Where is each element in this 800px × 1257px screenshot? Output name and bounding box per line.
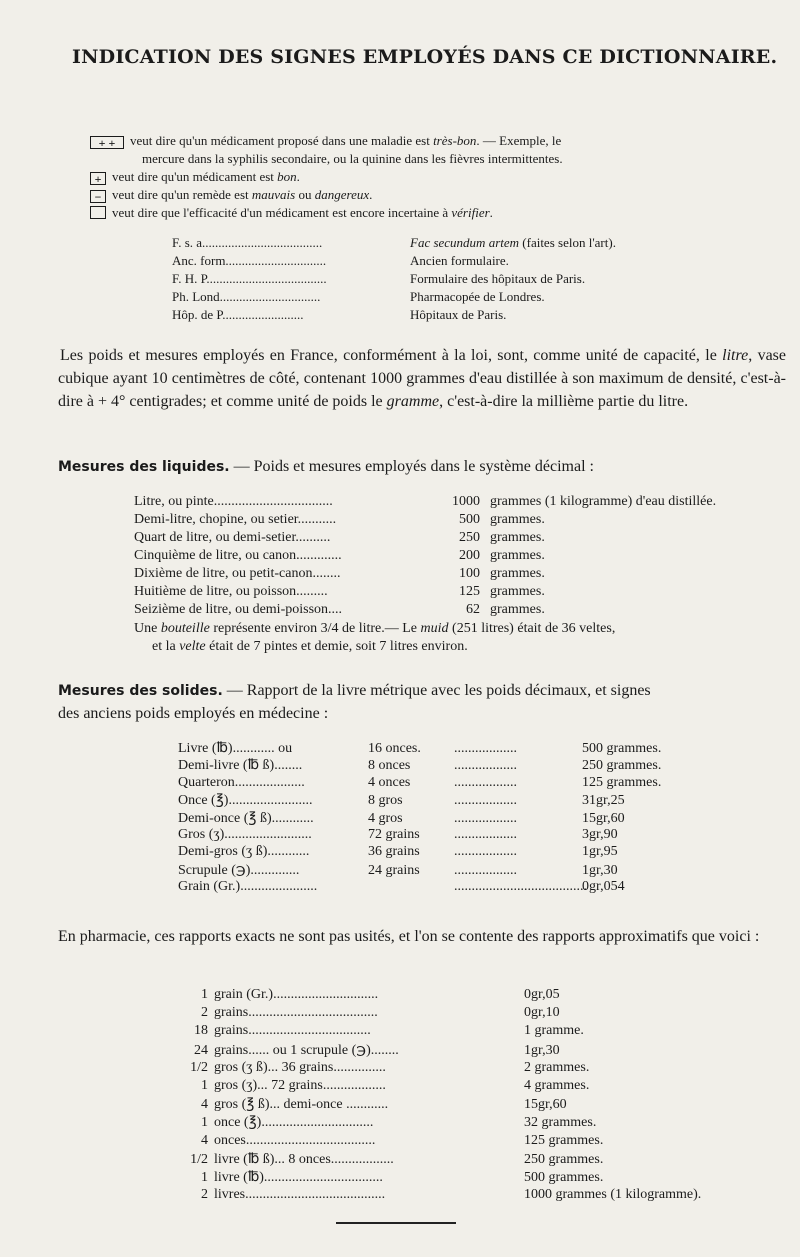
approx-count: 4: [201, 1132, 208, 1148]
approx-description: grains.....................................: [214, 1005, 378, 1021]
liquid-measure-row: [134, 548, 545, 564]
solid-measure-name: Demi-livre (℔ ß)........: [178, 758, 303, 774]
approx-value: 2 grammes.: [524, 1059, 590, 1075]
liquids-heading: Mesures des liquides. — Poids et mesures employés dans le système décimal :: [58, 458, 594, 475]
solid-measure-grams: 3gr,90: [582, 827, 618, 842]
liquid-measure-unit: grammes.: [490, 566, 545, 581]
approx-value: 250 grammes.: [524, 1151, 604, 1167]
liquid-measure-row: [134, 566, 545, 582]
approx-row: [160, 1005, 560, 1021]
liquid-measure-name: Seizième de litre, ou demi-poisson....: [134, 602, 343, 617]
section-end-rule: [336, 1222, 456, 1224]
liquid-measure-row: [134, 512, 545, 528]
approx-count: 1/2: [190, 1151, 208, 1167]
approx-value: 0gr,05: [524, 987, 560, 1002]
solid-measure-grams: 1gr,30: [582, 862, 618, 878]
approx-description: gros (ʒ ß)... 36 grains...............: [214, 1059, 386, 1075]
liquids-note-line-2: et la velte était de 7 pintes et demie, soit 7 litres environ.: [152, 639, 468, 654]
solid-measure-grams: 31gr,25: [582, 793, 625, 809]
abbreviation-row: Hôp. de P......................... Hôpitaux de Paris.: [172, 307, 507, 322]
approx-row: [160, 1133, 603, 1149]
approx-value: 1000 grammes (1 kilogramme).: [524, 1187, 702, 1203]
liquid-measure-unit: grammes.: [490, 584, 545, 599]
approx-row: [160, 1023, 584, 1039]
minus-sign-icon: −: [90, 190, 106, 203]
intro-paragraph: Les poids et mesures employés en France, conformément à la loi, sont, comme unité de capacité, le litre, vase cubique ayant 10 centimètres de côté, contenant 1000 grammes d'eau distillée à son maximum de densité, c'est-à-dire à + 4° centigrades; et comme unité de poids le gramme, c'est-à-dire la millième partie du litre.: [58, 347, 787, 410]
solid-measure-row: [178, 844, 618, 860]
solid-measure-grams: 0gr,054: [582, 879, 625, 895]
sign-line-bad: − veut dire qu'un remède est mauvais ou dangereux.: [90, 187, 372, 203]
liquid-measure-unit: grammes.: [490, 602, 545, 617]
solid-measure-equivalent: 4 gros: [368, 810, 403, 826]
solid-measure-leader: ..................: [454, 862, 517, 878]
liquid-measure-name: Huitième de litre, ou poisson.........: [134, 584, 328, 599]
solid-measure-name: Scrupule (℈)..............: [178, 862, 300, 878]
liquid-measure-row: [134, 530, 545, 546]
abbreviation-row: Ph. Lond............................... Pharmacopée de Londres.: [172, 289, 545, 304]
solid-measure-name: Demi-once (℥ ß)............: [178, 810, 314, 826]
solids-heading: Mesures des solides. — Rapport de la livre métrique avec les poids décimaux, et signes: [58, 682, 651, 699]
solid-measure-equivalent: 8 onces: [368, 758, 411, 774]
approx-description: gros (℥ ß)... demi-once ............: [214, 1097, 389, 1113]
liquid-measure-qty: 125: [459, 584, 480, 599]
solids-heading-line-2: des anciens poids employés en médecine :: [58, 705, 329, 722]
approx-value: 1gr,30: [524, 1042, 560, 1058]
liquid-measure-name: Dixième de litre, ou petit-canon........: [134, 566, 341, 581]
approx-description: grains...... ou 1 scrupule (℈)........: [214, 1042, 399, 1058]
approx-row: [160, 1060, 589, 1076]
solid-measure-equivalent: 36 grains: [368, 844, 420, 860]
solid-measure-name: Demi-gros (ʒ ß)............: [178, 844, 310, 860]
plus-sign-icon: +: [90, 172, 106, 185]
approx-description: grain (Gr.)..............................: [214, 987, 379, 1002]
approx-row: [160, 1078, 589, 1094]
approx-description: gros (ʒ)... 72 grains..................: [214, 1078, 386, 1093]
liquid-measure-row: [134, 584, 545, 600]
approx-count: 1: [201, 987, 208, 1002]
approx-count: 1: [201, 1078, 208, 1093]
approx-count: 1: [201, 1170, 208, 1185]
approx-count: 2: [201, 1005, 208, 1021]
approx-count: 1/2: [190, 1059, 208, 1075]
solid-measure-equivalent: 4 onces: [368, 774, 411, 790]
approx-value: 500 grammes.: [524, 1170, 604, 1185]
solid-measure-equivalent: 8 gros: [368, 793, 403, 809]
solid-measure-name: Quarteron....................: [178, 774, 305, 790]
solid-measure-leader: ..................: [454, 810, 517, 826]
approx-count: 4: [201, 1097, 208, 1113]
liquid-measure-unit: grammes.: [490, 530, 545, 545]
liquid-measure-name: Demi-litre, chopine, ou setier...........: [134, 512, 337, 527]
abbreviation-row: Anc. form............................... Ancien formulaire.: [172, 253, 509, 268]
empty-box-sign-icon: [90, 206, 106, 219]
solid-measure-grams: 500 grammes.: [582, 741, 662, 756]
approx-description: onces.....................................: [214, 1132, 376, 1148]
approx-count: 18: [194, 1023, 208, 1039]
approx-paragraph: En pharmacie, ces rapports exacts ne sont pas usités, et l'on se contente des rapports approximatifs que voici :: [58, 928, 760, 945]
solid-measure-leader: ..................: [454, 774, 517, 790]
sign-line-very-good: + + veut dire qu'un médicament proposé dans une maladie est très-bon. — Exemple, le: [90, 133, 561, 149]
page-title: INDICATION DES SIGNES EMPLOYÉS DANS CE DICTIONNAIRE.: [72, 46, 778, 68]
liquid-measure-unit: grammes.: [490, 512, 545, 527]
liquid-measure-name: Litre, ou pinte..................................: [134, 494, 333, 509]
solid-measure-leader: ......................................: [454, 879, 587, 895]
solid-measure-equivalent: 24 grains: [368, 862, 420, 878]
solid-measure-grams: 125 grammes.: [582, 774, 662, 790]
solid-measure-row: [178, 827, 618, 843]
abbreviation-row: F. H. P..................................... Formulaire des hôpitaux de Paris.: [172, 271, 586, 286]
solid-measure-row: [178, 862, 618, 879]
liquid-measure-qty: 500: [459, 512, 480, 527]
liquid-measure-unit: grammes.: [490, 548, 545, 563]
solid-measure-equivalent: 16 onces.: [368, 741, 421, 756]
approx-count: 2: [201, 1187, 208, 1203]
solid-measure-name: Livre (℔)............ ou: [178, 741, 293, 756]
liquid-measure-qty: 100: [459, 566, 480, 581]
approx-value: 125 grammes.: [524, 1132, 604, 1148]
approx-row: [160, 987, 560, 1003]
solid-measure-leader: ..................: [454, 827, 517, 842]
approx-value: 4 grammes.: [524, 1078, 590, 1093]
approx-value: 0gr,10: [524, 1005, 560, 1021]
approx-row: [160, 1187, 701, 1203]
approx-value: 1 gramme.: [524, 1023, 584, 1039]
solid-measure-row: [178, 792, 625, 809]
solid-measure-row: [178, 740, 661, 757]
solid-measure-grams: 1gr,95: [582, 844, 618, 860]
abbreviation-row: F. s. a..................................... Fac secundum artem (faites selon l'art).: [172, 235, 616, 250]
approx-description: livre (℔ ß)... 8 onces..................: [214, 1151, 394, 1167]
approx-description: once (℥)................................: [214, 1115, 374, 1131]
approx-row: [160, 1096, 567, 1113]
approx-value: 32 grammes.: [524, 1115, 597, 1131]
solid-measure-row: [178, 757, 661, 774]
solid-measure-name: Gros (ʒ).........................: [178, 827, 312, 842]
liquid-measure-row: [134, 494, 716, 510]
solid-measure-name: Grain (Gr.)......................: [178, 879, 318, 895]
liquid-measure-name: Quart de litre, ou demi-setier..........: [134, 530, 331, 545]
liquid-measure-qty: 250: [459, 530, 480, 545]
solid-measure-leader: ..................: [454, 844, 517, 860]
approx-row: [160, 1042, 560, 1059]
liquid-measure-qty: 1000: [452, 494, 480, 509]
approx-count: 1: [201, 1115, 208, 1131]
sign-line-uncertain: veut dire que l'efficacité d'un médicament est encore incertaine à vérifier.: [90, 205, 493, 221]
liquid-measure-row: [134, 602, 545, 618]
approx-row: [160, 1151, 603, 1168]
approx-count: 24: [194, 1042, 208, 1058]
liquid-measure-name: Cinquième de litre, ou canon.............: [134, 548, 342, 563]
liquid-measure-qty: 62: [466, 602, 480, 617]
solid-measure-name: Once (℥)........................: [178, 793, 313, 809]
solid-measure-equivalent: 72 grains: [368, 827, 420, 842]
solid-measure-row: [178, 775, 661, 791]
sign-line-good: + veut dire qu'un médicament est bon.: [90, 169, 300, 185]
double-plus-sign-icon: + +: [90, 136, 124, 149]
liquid-measure-qty: 200: [459, 548, 480, 563]
approx-row: [160, 1169, 603, 1186]
solid-measure-leader: ..................: [454, 793, 517, 809]
solid-measure-grams: 15gr,60: [582, 810, 625, 826]
approx-description: livre (℔)..................................: [214, 1170, 383, 1185]
solid-measure-leader: ..................: [454, 758, 517, 774]
sign-line-example: mercure dans la syphilis secondaire, ou la quinine dans les fièvres intermittentes.: [142, 151, 563, 166]
approx-value: 15gr,60: [524, 1097, 567, 1113]
solid-measure-row: [178, 810, 625, 827]
solid-measure-row: [178, 879, 625, 895]
approx-description: grains...................................: [214, 1023, 371, 1039]
liquids-note-line-1: Une bouteille représente environ 3/4 de litre.— Le muid (251 litres) était de 36 veltes,: [134, 621, 616, 636]
approx-row: [160, 1114, 596, 1131]
liquid-measure-unit: grammes (1 kilogramme) d'eau distillée.: [490, 494, 717, 509]
approx-description: livres........................................: [214, 1187, 386, 1203]
solid-measure-leader: ..................: [454, 741, 517, 756]
solid-measure-grams: 250 grammes.: [582, 758, 662, 774]
